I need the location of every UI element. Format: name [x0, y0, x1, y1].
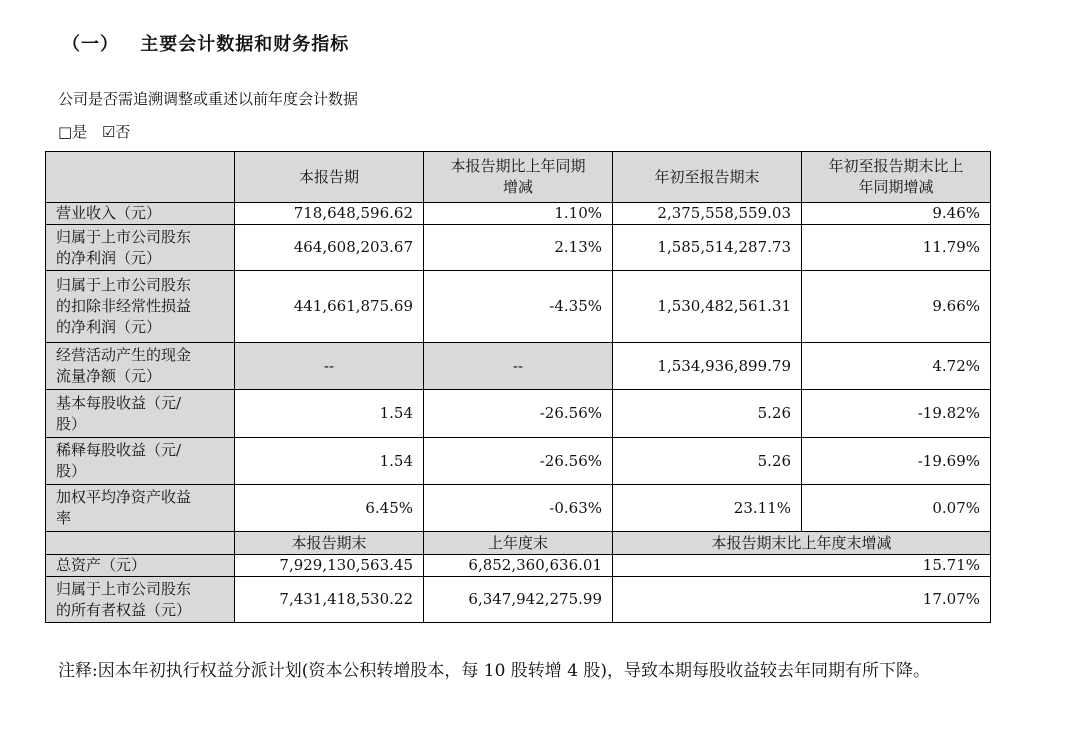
cell-value: 6,347,942,275.99	[424, 577, 613, 623]
header-empty-cell	[46, 152, 235, 203]
cell-value: 1.54	[235, 390, 424, 438]
row-label: 营业收入（元）	[46, 203, 235, 225]
cell-value: 718,648,596.62	[235, 203, 424, 225]
cell-value: 5.26	[613, 438, 802, 485]
cell-value: 5.26	[613, 390, 802, 438]
cell-value: 7,431,418,530.22	[235, 577, 424, 623]
table-row	[46, 485, 991, 532]
restatement-options	[58, 121, 140, 142]
table-row	[46, 343, 991, 390]
cell-value: 9.66%	[802, 271, 991, 343]
cell-value: 441,661,875.69	[235, 271, 424, 343]
cell-value: -0.63%	[424, 485, 613, 532]
cell-value: -26.56%	[424, 438, 613, 485]
option-no[interactable]: ☑否	[101, 123, 131, 141]
cell-value: 17.07%	[613, 577, 991, 623]
header-ytd-change: 年初至报告期末比上 年同期增减	[802, 152, 991, 203]
header-ytd: 年初至报告期末	[613, 152, 802, 203]
cell-value: 2.13%	[424, 225, 613, 271]
section-heading	[62, 30, 349, 56]
row-label: 基本每股收益（元/ 股）	[46, 390, 235, 438]
cell-value: 1,534,936,899.79	[613, 343, 802, 390]
table-row	[46, 225, 991, 271]
cell-value: --	[424, 343, 613, 390]
cell-value: 6,852,360,636.01	[424, 555, 613, 577]
cell-value: -19.82%	[802, 390, 991, 438]
table-row	[46, 271, 991, 343]
table-row	[46, 203, 991, 225]
cell-value: 1.10%	[424, 203, 613, 225]
cell-value: 1.54	[235, 438, 424, 485]
cell-value: 7,929,130,563.45	[235, 555, 424, 577]
cell-value: 2,375,558,559.03	[613, 203, 802, 225]
row-label: 加权平均净资产收益 率	[46, 485, 235, 532]
cell-value: 1,530,482,561.31	[613, 271, 802, 343]
section-number: （一）	[62, 34, 119, 55]
table-row	[46, 390, 991, 438]
cell-value: 9.46%	[802, 203, 991, 225]
subheader-change: 本报告期末比上年度末增减	[613, 532, 991, 555]
subheader-empty-cell	[46, 532, 235, 555]
subheader-period-end: 本报告期末	[235, 532, 424, 555]
cell-value: 6.45%	[235, 485, 424, 532]
cell-value: 23.11%	[613, 485, 802, 532]
table-header-row	[46, 152, 991, 203]
cell-value: --	[235, 343, 424, 390]
cell-value: 15.71%	[613, 555, 991, 577]
cell-value: 4.72%	[802, 343, 991, 390]
restatement-question: 公司是否需追溯调整或重述以前年度会计数据	[58, 90, 359, 108]
subheader-prior-year-end: 上年度末	[424, 532, 613, 555]
row-label: 经营活动产生的现金 流量净额（元）	[46, 343, 235, 390]
financial-data-table	[45, 151, 991, 623]
table-row	[46, 577, 991, 623]
cell-value: -26.56%	[424, 390, 613, 438]
header-current-period: 本报告期	[235, 152, 424, 203]
cell-value: 464,608,203.67	[235, 225, 424, 271]
row-label: 稀释每股收益（元/ 股）	[46, 438, 235, 485]
cell-value: 0.07%	[802, 485, 991, 532]
section-title: 主要会计数据和财务指标	[140, 34, 350, 55]
table-row	[46, 438, 991, 485]
row-label: 归属于上市公司股东 的净利润（元）	[46, 225, 235, 271]
option-yes[interactable]: □是	[58, 123, 88, 141]
row-label: 总资产（元）	[46, 555, 235, 577]
footnote: 注释:因本年初执行权益分派计划(资本公积转增股本，每 10 股转增 4 股)，导致本期每股收益较去年同期有所下降。	[58, 661, 931, 681]
cell-value: 1,585,514,287.73	[613, 225, 802, 271]
table-subheader-row	[46, 532, 991, 555]
header-current-period-change: 本报告期比上年同期 增减	[424, 152, 613, 203]
table-row	[46, 555, 991, 577]
cell-value: -4.35%	[424, 271, 613, 343]
row-label: 归属于上市公司股东 的所有者权益（元）	[46, 577, 235, 623]
cell-value: -19.69%	[802, 438, 991, 485]
row-label: 归属于上市公司股东 的扣除非经常性损益 的净利润（元）	[46, 271, 235, 343]
cell-value: 11.79%	[802, 225, 991, 271]
